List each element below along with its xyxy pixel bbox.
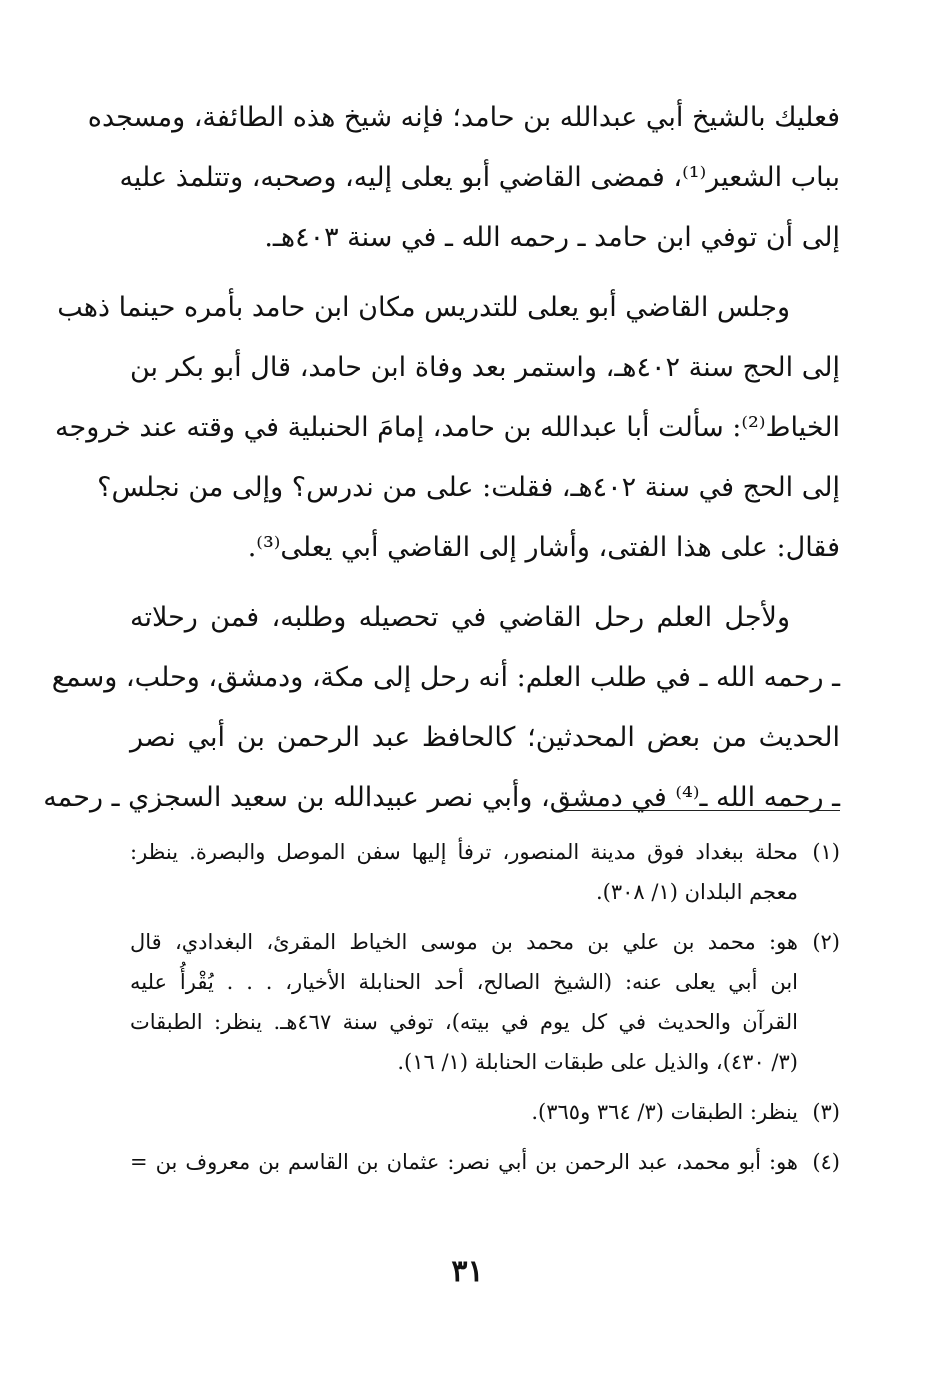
footnote-line: معجم البلدان (١/ ٣٠٨). [595, 880, 798, 904]
main-text [43, 88, 840, 828]
footnote-line: (٣/ ٤٣٠)، والذيل على طبقات الحنابلة (١/ ١٦). [397, 1050, 798, 1074]
text-line: الخياط⁽²⁾: سألت أبا عبدالله بن حامد، إمامَ الحنبلية في وقته عند خروجه [55, 412, 840, 443]
footnote-3 [130, 1092, 840, 1132]
paragraph-1 [87, 88, 840, 268]
text-line: ـ رحمه الله ـ⁽⁴⁾ في دمشق، وأبي نصر عبيدالله بن سعيد السجزي ـ رحمه [43, 782, 840, 813]
footnote-1 [130, 832, 840, 912]
text-line: فعليك بالشيخ أبي عبدالله بن حامد؛ فإنه شيخ هذه الطائفة، ومسجده [87, 102, 840, 133]
paragraph-2 [55, 278, 840, 578]
footnote-line: هو: محمد بن علي بن محمد بن موسى الخياط المقرئ، البغدادي، قال [130, 930, 798, 954]
footnote-number: (٣) [812, 1100, 840, 1124]
text-line: الحديث من بعض المحدثين؛ كالحافظ عبد الرحمن بن أبي نصر [130, 722, 840, 753]
footnote-2 [130, 922, 840, 1082]
footnote-divider [560, 810, 840, 811]
footnote-number: (٤) [812, 1150, 840, 1174]
footnote-number: (٢) [812, 930, 840, 954]
text-line: بباب الشعير⁽¹⁾، فمضى القاضي أبو يعلى إليه، وصحبه، وتتلمذ عليه [119, 162, 840, 193]
paragraph-3 [43, 588, 840, 828]
text-line: ـ رحمه الله ـ في طلب العلم: أنه رحل إلى مكة، ودمشق، وحلب، وسمع [51, 662, 840, 693]
footnote-line: ينظر: الطبقات (٣/ ٣٦٤ و٣٦٥). [531, 1100, 798, 1124]
text-line: فقال: على هذا الفتى، وأشار إلى القاضي أبي يعلى⁽³⁾. [247, 532, 840, 563]
footnote-line: هو: أبو محمد، عبد الرحمن بن أبي نصر: عثمان بن القاسم بن معروف بن = [130, 1150, 798, 1174]
footnote-number: (١) [812, 840, 840, 864]
footnote-line: محلة ببغداد فوق مدينة المنصور، ترفأ إليها سفن الموصل والبصرة. ينظر: [130, 840, 798, 864]
text-line: إلى أن توفي ابن حامد ـ رحمه الله ـ في سنة ٤٠٣هـ. [264, 222, 840, 253]
page-number: ٣١ [451, 1254, 484, 1289]
footnotes [130, 832, 840, 1192]
footnote-line: القرآن والحديث في كل يوم في بيته)، توفي سنة ٤٦٧هـ. ينظر: الطبقات [130, 1010, 798, 1034]
footnote-line: ابن أبي يعلى عنه: (الشيخ الصالح، أحد الحنابلة الأخيار، . . . يُقْرأُ عليه [130, 970, 798, 994]
text-line: إلى الحج في سنة ٤٠٢هـ، فقلت: على من ندرس؟ وإلى من نجلس؟ [97, 472, 840, 503]
text-line: إلى الحج سنة ٤٠٢هـ، واستمر بعد وفاة ابن حامد، قال أبو بكر بن [130, 352, 840, 383]
text-line: وجلس القاضي أبو يعلى للتدريس مكان ابن حامد بأمره حينما ذهب [57, 292, 790, 323]
text-line: ولأجل العلم رحل القاضي في تحصيله وطلبه، فمن رحلاته [130, 602, 790, 633]
footnote-4 [130, 1142, 840, 1182]
